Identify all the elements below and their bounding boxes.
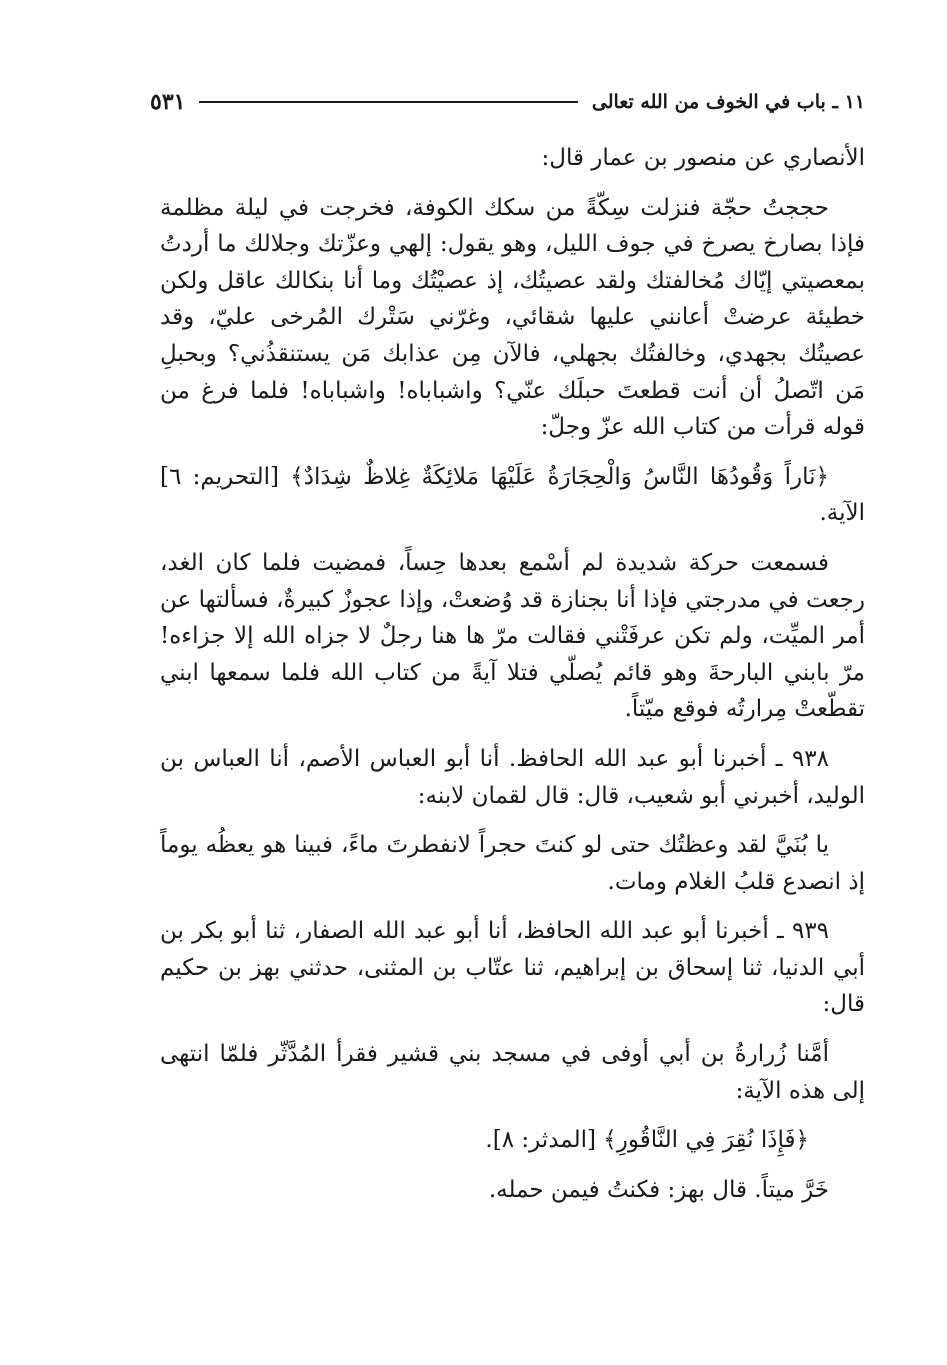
paragraph-narration: حججتُ حجّة فنزلت سِكّةً من سكك الكوفة، فخرجت في ليلة مظلمة فإذا بصارخ يصرخ في جوف الليل، وهو يقول: إلهي وعزّتك وجلالك ما أردتُ بمعصيتي إيّاك مُخالفتك ولقد عصيتُك، إذ عصيْتُك وما أنا بنكالك عاقل ولكن خطيئة عرضتْ أعانني عليها شقائي، وغرّني سَتْرك المُرخى عليّ، وقد عصيتُك بجهدي، وخالفتُك بجهلي، فالآن مِن عذابك مَن يستنقذُني؟ وبحبلِ مَن اتّصلُ أن أنت قطعتَ حبلَك عنّي؟ واشباباه! واشباباه! فلما فرغ من قوله قرأت من كتاب الله عزّ وجلّ: [160, 194, 865, 441]
header-rule [199, 101, 577, 103]
hadith-939-isnad: ٩٣٩ ـ أخبرنا أبو عبد الله الحافظ، أنا أبو عبد الله الصفار، ثنا أبو بكر بن أبي الدنيا، ثنا إسحاق بن إبراهيم، ثنا عتّاب بن المثنى، حدثني بهز بن حكيم قال: [160, 918, 865, 1018]
hadith-938-text: يا بُنَيَّ لقد وعظتُك حتى لو كنتَ حجراً لانفطرتَ ماءً، فبينا هو يعظُه يوماً إذ انصدع قلبُ الغلام ومات. [160, 832, 865, 895]
paragraph-intro: الأنصاري عن منصور بن عمار قال: [541, 145, 865, 171]
quran-verse-muddaththir: ﴿فَإِذَا نُقِرَ فِي النَّاقُورِ﴾ [المدثر: ٨]. [485, 1127, 809, 1154]
hadith-938-isnad: ٩٣٨ ـ أخبرنا أبو عبد الله الحافظ. أنا أبو العباس الأصم، أنا العباس بن الوليد، أخبرني أبو شعيب، قال: قال لقمان لابنه: [160, 745, 865, 809]
paragraph-story: فسمعت حركة شديدة لم أسْمع بعدها حِساً، فمضيت فلما كان الغد، رجعت في مدرجتي فإذا أنا بجنازة قد وُضعتْ، وإذا عجوزٌ كبيرةٌ، فسألتها عن أمر الميِّت، ولم تكن عرفَتْني فقالت مرّ ها هنا رجلٌ لا جزاه الله إلا جزاءه! مرّ بابني البارحةَ وهو قائم يُصلّي فتلا آيةً من كتاب الله فلما سمعها ابني تقطّعتْ مِرارتُه فوقع ميّتاً. [160, 549, 865, 723]
quran-verse-tahrim: ﴿نَاراً وَقُودُهَا النَّاسُ وَالْحِجَارَةُ عَلَيْهَا مَلائِكَةٌ غِلاظٌ شِدَادٌ﴾ [التحريم: ٦] الآية. [160, 463, 865, 527]
hadith-939-text: أمَّنا زُرارةُ بن أبي أوفى في مسجد بني قشير فقرأ المُدَّثّر فلمّا انتهى إلى هذه الآية: [160, 1041, 865, 1104]
paragraph-ending: خَرَّ ميتاً. قال بهز: فكنتُ فيمن حمله. [488, 1176, 829, 1203]
chapter-title: ١١ ـ باب في الخوف من الله تعالى [591, 91, 865, 113]
page-number: ٥٣١ [150, 89, 186, 115]
page-body [160, 140, 865, 1221]
page-header [150, 82, 865, 122]
